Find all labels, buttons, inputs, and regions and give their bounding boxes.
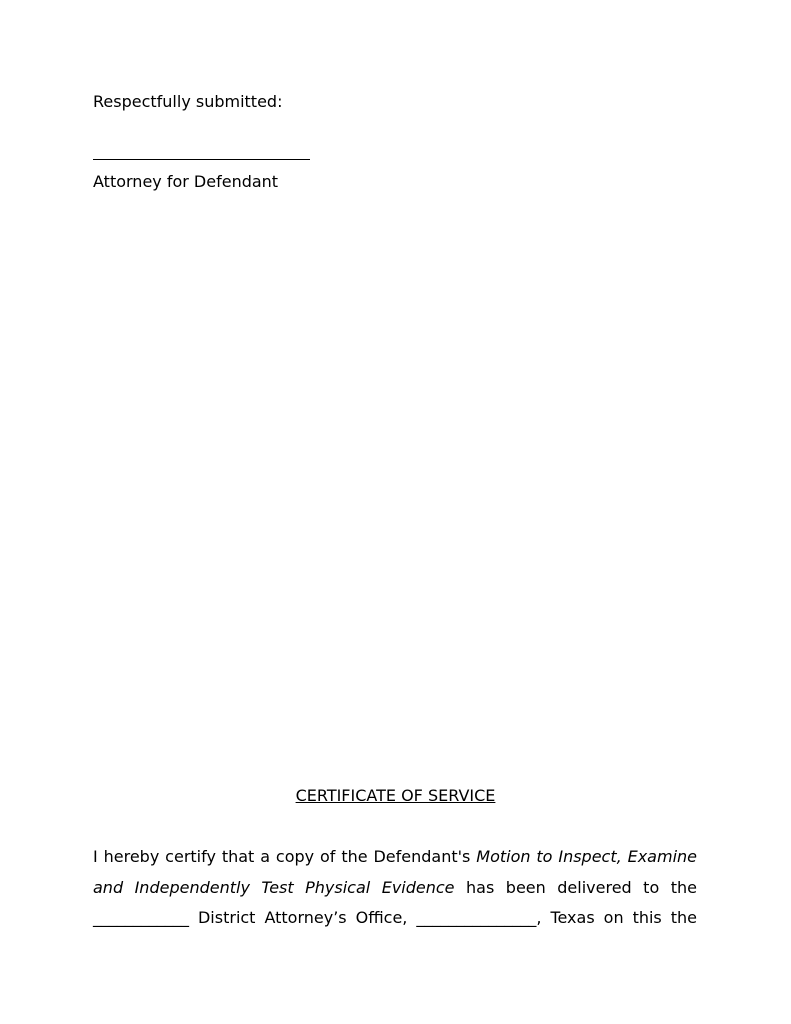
certificate-text-lead: I hereby certify that a copy of the Defendant's xyxy=(93,847,477,866)
certificate-heading: CERTIFICATE OF SERVICE xyxy=(295,786,496,805)
motion-title: Motion to Inspect, Examine and Independently Test Physical Evidence xyxy=(93,847,697,897)
signature-line xyxy=(93,159,310,160)
closing-text: Respectfully submitted: xyxy=(93,92,283,111)
certificate-heading-container xyxy=(0,786,791,806)
certificate-body xyxy=(93,842,697,934)
attorney-title: Attorney for Defendant xyxy=(93,172,279,191)
certificate-text-tail: has been delivered to the ____________ District Attorney’s Office, _______________, Texas on this the xyxy=(93,877,697,927)
